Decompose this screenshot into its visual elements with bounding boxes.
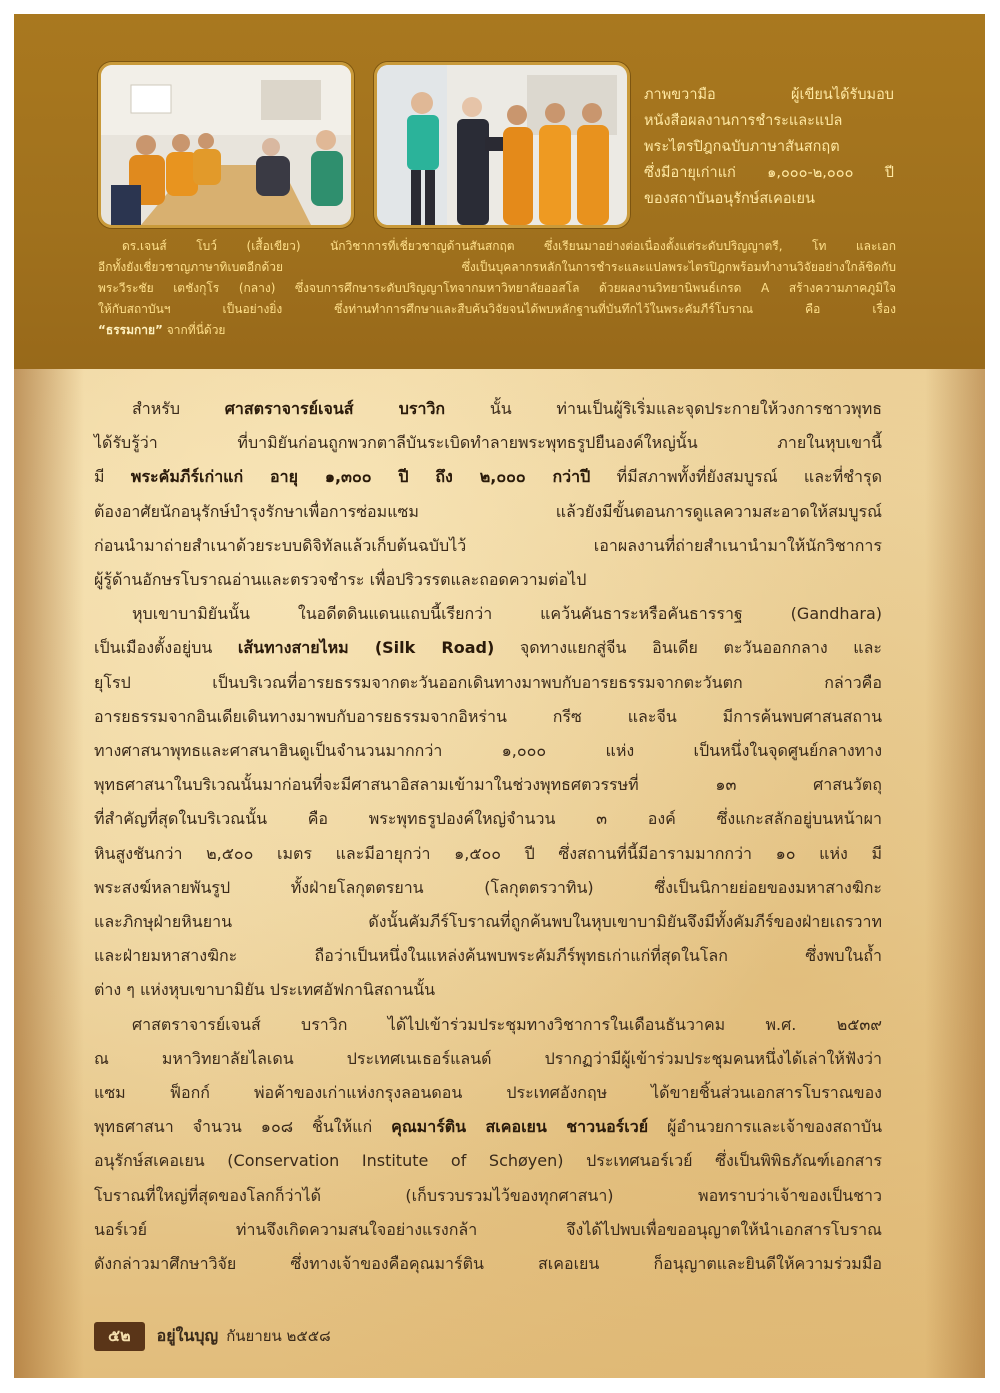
- text-line: พุทธศาสนาในบริเวณนั้นมาก่อนที่จะมีศาสนาอิสลามเข้ามาในช่วงพุทธศตวรรษที่ ๑๓ ศาสนวัตถุ: [94, 775, 882, 795]
- page-footer: [94, 1322, 331, 1350]
- text: ผู้อำนวยการและเจ้าของสถาบัน: [648, 1117, 882, 1137]
- text-line: และฝ่ายมหาสางฆิกะ ถือว่าเป็นหนึ่งในแหล่งค้นพบพระคัมภีร์พุทธเก่าแก่ที่สุดในโลก ซึ่งพบในถ้ำ: [94, 946, 882, 966]
- text-line: [94, 392, 882, 426]
- text-line: ได้รับรู้ว่า ที่บามิยันก่อนถูกพวกตาลีบันระเบิดทำลายพระพุทธรูปยืนองค์ใหญ่นั้น ภายในหุบเขานี้: [94, 433, 882, 453]
- caption-line: ให้กับสถาบันฯ เป็นอย่างยิ่ง ซึ่งท่านทำการศึกษาและสืบค้นวิจัยจนได้พบหลักฐานที่บันทึกไว้ในพระคัมภีร์โบราณ คือ เรื่อง: [98, 302, 896, 316]
- text: พุทธศาสนา จำนวน ๑๐๘ ชิ้นให้แก่: [94, 1117, 392, 1137]
- bold-name: ศาสตราจารย์เจนส์ บราวิก: [224, 399, 446, 418]
- bold-name: คุณมาร์ติน สเคอเยน ชาวนอร์เวย์: [391, 1117, 649, 1137]
- caption-line: ภาพขวามือ ผู้เขียนได้รับมอบ: [644, 87, 894, 103]
- dhammakaya-term: “ธรรมกาย”: [98, 323, 163, 337]
- text-line: [94, 631, 882, 665]
- text-line: ที่สำคัญที่สุดในบริเวณนั้น คือ พระพุทธรูปองค์ใหญ่จำนวน ๓ องค์ ซึ่งแกะสลักอยู่บนหน้าผา: [94, 809, 882, 829]
- text-line: โบราณที่ใหญ่ที่สุดของโลกก็ว่าได้ (เก็บรวบรวมไว้ของทุกศาสนา) พอทราบว่าเจ้าของเป็นชาว: [94, 1185, 882, 1205]
- caption-line: ดร.เจนส์ โบว์ (เสื้อเขียว) นักวิชาการที่เชี่ยวชาญด้านสันสกฤต ซึ่งเรียนมาอย่างต่อเนื่องตั้งแต่ระดับปริญญาตรี, โท และเอก: [122, 239, 896, 253]
- text-line: ณ มหาวิทยาลัยไลเดน ประเทศเนเธอร์แลนด์ ปรากฏว่ามีผู้เข้าร่วมประชุมคนหนึ่งได้เล่าให้ฟังว่า: [94, 1048, 882, 1068]
- issue-date: กันยายน ๒๕๕๘: [226, 1327, 331, 1345]
- paragraph-1: [94, 392, 882, 597]
- text-line: แซม ฟ็อกก์ พ่อค้าของเก่าแห่งกรุงลอนดอน ประเทศอังกฤษ ได้ขายชิ้นส่วนเอกสารโบราณของ: [94, 1083, 882, 1103]
- text-line: อารยธรรมจากอินเดียเดินทางมาพบกับอารยธรรมจากอิหร่าน กรีซ และจีน มีการค้นพบศาสนสถาน: [94, 706, 882, 726]
- caption-line: [98, 320, 896, 341]
- meeting-photo: [98, 62, 354, 228]
- text-line: [94, 460, 882, 494]
- text: ที่มีสภาพทั้งที่ยังสมบูรณ์ และที่ชำรุด: [590, 467, 882, 487]
- text: สำหรับ: [132, 399, 225, 418]
- caption-line: ซึ่งมีอายุเก่าแก่ ๑,๐๐๐-๒,๐๐๐ ปี: [644, 165, 894, 181]
- text: จุดทางแยกสู่จีน อินเดีย ตะวันออกกลาง และ: [494, 638, 882, 658]
- caption-line: พระไตรปิฎกฉบับภาษาสันสกฤต: [644, 139, 840, 155]
- caption-text: จากที่นี่ด้วย: [162, 323, 226, 337]
- text-line: หินสูงชันกว่า ๒,๕๐๐ เมตร และมีอายุกว่า ๑,๕๐๐ ปี ซึ่งสถานที่นี้มีอารามมากกว่า ๑๐ แห่ง มี: [94, 843, 883, 863]
- page-number: ๕๒: [94, 1322, 145, 1351]
- text-line: ยุโรป เป็นบริเวณที่อารยธรรมจากตะวันออกเดินทางมาพบกับอารยธรรมจากตะวันตก กล่าวคือ: [94, 672, 882, 692]
- text-line: ทางศาสนาพุทธและศาสนาฮินดูเป็นจำนวนมากกว่า ๑,๐๐๐ แห่ง เป็นหนึ่งในจุดศูนย์กลางทาง: [94, 741, 882, 761]
- magazine-page: [14, 14, 985, 1378]
- text-line: หุบเขาบามิยันนั้น ในอดีตดินแดนแถบนี้เรียกว่า แคว้นคันธาระหรือคันธารราฐ (Gandhara): [132, 604, 882, 624]
- text: เป็นเมืองตั้งอยู่บน: [94, 638, 238, 658]
- article-body: [94, 392, 882, 1281]
- bold-phrase: พระคัมภีร์เก่าแก่ อายุ ๑,๓๐๐ ปี ถึง ๒,๐๐๐ กว่าปี: [130, 467, 591, 487]
- text-line: และภิกษุฝ่ายหินยาน ดังนั้นคัมภีร์โบราณที่ถูกค้นพบในหุบเขาบามิยันจึงมีทั้งคัมภีร์ของฝ่ายเถรวาท: [94, 912, 882, 932]
- text-line: [94, 1110, 882, 1144]
- bold-phrase: เส้นทางสายไหม (Silk Road): [237, 638, 495, 658]
- caption-line: อีกทั้งยังเชี่ยวชาญภาษาทิเบตอีกด้วย ซึ่งเป็นบุคลากรหลักในการชำระและแปลพระไตรปิฎกพร้อมทำงานวิจัยอย่างใกล้ชิดกับ: [98, 260, 896, 274]
- magazine-name: อยู่ในบุญ: [156, 1325, 219, 1345]
- text: มี: [94, 467, 131, 487]
- caption-line: ของสถาบันอนุรักษ์สเคอเยน: [644, 191, 815, 207]
- text: นั้น ท่านเป็นผู้ริเริ่มและจุดประกายให้วงการชาวพุทธ: [445, 399, 882, 418]
- text-line: ผู้รู้ด้านอักษรโบราณอ่านและตรวจชำระ เพื่อปริวรรตและถอดความต่อไป: [94, 570, 587, 590]
- text-line: ดังกล่าวมาศึกษาวิจัย ซึ่งทางเจ้าของคือคุณมาร์ติน สเคอเยน ก็อนุญาตและยินดีให้ความร่วมมือ: [94, 1254, 882, 1274]
- text-line: อนุรักษ์สเคอเยน (Conservation Institute of Schøyen) ประเทศนอร์เวย์ ซึ่งเป็นพิพิธภัณฑ์เอกสาร: [94, 1151, 882, 1171]
- paragraph-3: [94, 1008, 882, 1282]
- photo-header: [14, 14, 985, 369]
- text-line: ต้องอาศัยนักอนุรักษ์บำรุงรักษาเพื่อการซ่อมแซม แล้วยังมีขั้นตอนการดูแลความสะอาดให้สมบูรณ์: [94, 501, 882, 521]
- right-photo-caption: [644, 82, 894, 212]
- text-line: นอร์เวย์ ท่านจึงเกิดความสนใจอย่างแรงกล้า จึงได้ไปพบเพื่อขออนุญาตให้นำเอกสารโบราณ: [94, 1219, 882, 1239]
- caption-line: พระวีระชัย เตชังกุโร (กลาง) ซึ่งจบการศึกษาระดับปริญญาโทจากมหาวิทยาลัยออสโล ด้วยผลงานวิทยานิพนธ์เกรด A สร้างความภาคภูมิใจ: [98, 281, 896, 295]
- text-line: ก่อนนำมาถ่ายสำเนาด้วยระบบดิจิทัลแล้วเก็บต้นฉบับไว้ เอาผลงานที่ถ่ายสำเนานำมาให้นักวิชาการ: [94, 535, 882, 555]
- caption-line: หนังสือผลงานการชำระและแปล: [644, 113, 843, 129]
- text-line: พระสงฆ์หลายพันรูป ทั้งฝ่ายโลกุตตรยาน (โลกุตตรวาทิน) ซึ่งเป็นนิกายย่อยของมหาสางฆิกะ: [94, 877, 882, 897]
- text-line: ศาสตราจารย์เจนส์ บราวิก ได้ไปเข้าร่วมประชุมทางวิชาการในเดือนธันวาคม พ.ศ. ๒๕๓๙: [132, 1014, 882, 1034]
- text-line: ต่าง ๆ แห่งหุบเขาบามิยัน ประเทศอัฟกานิสถานนั้น: [94, 980, 436, 1000]
- paragraph-2: [94, 597, 882, 1007]
- bottom-photo-caption: [98, 236, 896, 341]
- award-photo: [374, 62, 630, 228]
